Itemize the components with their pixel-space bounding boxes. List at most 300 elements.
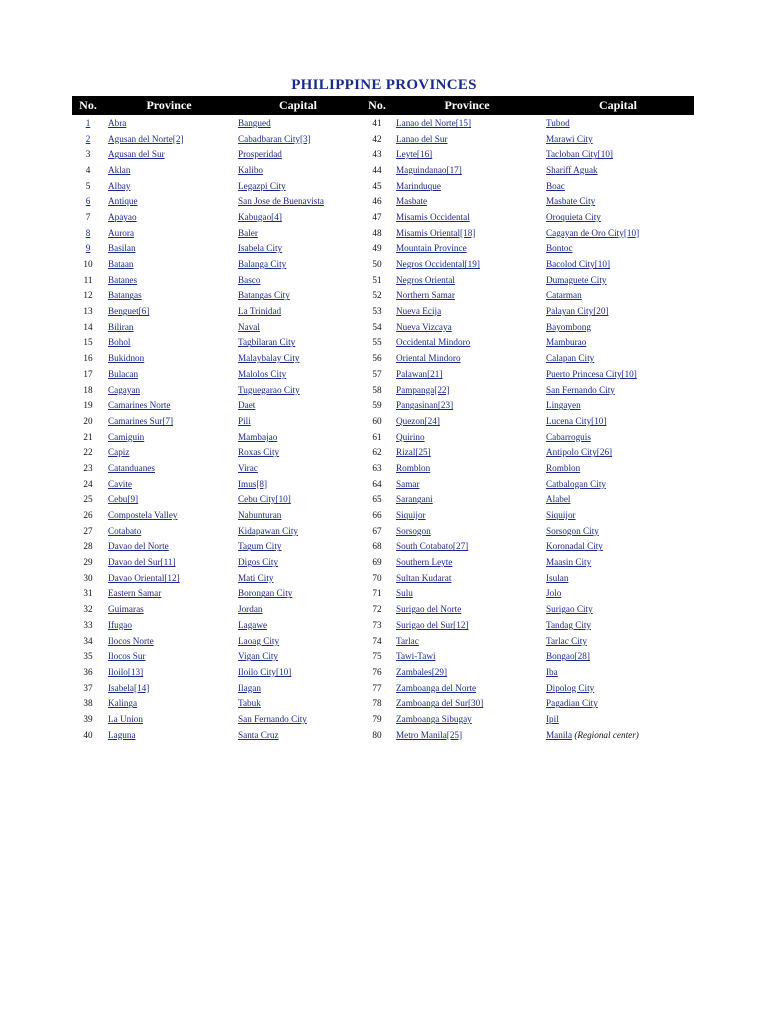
capital-left-link[interactable]: Mambajao	[238, 431, 278, 442]
capital-left-link[interactable]: Daet	[238, 400, 256, 411]
capital-left-cell	[234, 335, 362, 351]
capital-right-cell	[542, 335, 694, 351]
row-number-left: 30	[83, 572, 93, 583]
table-row	[72, 115, 694, 131]
province-right-link[interactable]: Misamis Oriental[18]	[396, 227, 476, 238]
province-left-link[interactable]: Bukidnon	[108, 353, 145, 364]
row-number-left-link[interactable]: 9	[85, 243, 91, 254]
capital-left-link[interactable]: Batangas City	[238, 290, 290, 301]
row-number-left: 31	[83, 588, 93, 599]
province-left-link[interactable]: Iloilo[13]	[108, 666, 144, 677]
row-number-right: 46	[372, 196, 382, 207]
province-right-cell	[392, 397, 542, 413]
table-row	[72, 539, 694, 555]
capital-left-link[interactable]: Lagawe	[238, 619, 268, 630]
capital-right-link[interactable]: Shariff Aguak	[546, 164, 598, 175]
capital-left-link[interactable]: Imus[8]	[238, 478, 268, 489]
capital-right-link[interactable]: Dipolog City	[546, 682, 595, 693]
capital-right-link[interactable]: Bacolod City[10]	[546, 259, 611, 270]
province-right-cell	[392, 523, 542, 539]
row-number-right: 71	[372, 588, 382, 599]
province-left-link[interactable]: Ilocos Sur	[108, 651, 146, 662]
capital-left-link[interactable]: Balanga City	[238, 259, 287, 270]
capital-left-cell	[234, 162, 362, 178]
capital-right-link[interactable]: Antipolo City[26]	[546, 447, 613, 458]
capital-right-link[interactable]: Koronadal City	[546, 541, 603, 552]
row-number-left: 23	[83, 462, 93, 473]
row-number-right: 43	[372, 149, 382, 160]
capital-left-link[interactable]: Tagbilaran City	[238, 337, 296, 348]
province-right-link[interactable]: Marinduque	[396, 180, 441, 191]
province-right-link[interactable]: Zambales[29]	[396, 666, 448, 677]
row-number-right: 47	[372, 211, 382, 222]
table-row	[72, 382, 694, 398]
row-number-left: 35	[83, 651, 93, 662]
table-row	[72, 209, 694, 225]
capital-left-link[interactable]: Roxas City	[238, 447, 280, 458]
province-right-link[interactable]: Tarlac	[396, 635, 419, 646]
capital-right-cell	[542, 476, 694, 492]
province-left-link[interactable]: Cebu[9]	[108, 494, 139, 505]
capital-right-link[interactable]: Alabel	[546, 494, 571, 505]
header-capital-right: Capital	[542, 96, 694, 115]
capital-right-link[interactable]: Surigao City	[546, 604, 593, 615]
capital-left-cell	[234, 193, 362, 209]
capital-right-cell	[542, 413, 694, 429]
capital-left-link[interactable]: Tagum City	[238, 541, 282, 552]
row-number-left: 17	[83, 368, 93, 379]
capital-right-link[interactable]: Calapan City	[546, 353, 595, 364]
row-number-right: 79	[372, 713, 382, 724]
capital-left-cell	[234, 476, 362, 492]
province-left-cell	[104, 382, 234, 398]
province-right-link[interactable]: Quezon[24]	[396, 415, 440, 426]
province-left-link[interactable]: Antique	[108, 196, 138, 207]
capital-left-link[interactable]: Kidapawan City	[238, 525, 298, 536]
province-left-cell	[104, 492, 234, 508]
province-left-link[interactable]: Agusan del Norte[2]	[108, 133, 184, 144]
capital-right-link[interactable]: Oroquieta City	[546, 211, 601, 222]
capital-right-link[interactable]: Dumaguete City	[546, 274, 607, 285]
table-row	[72, 648, 694, 664]
province-left-link[interactable]: Davao Oriental[12]	[108, 572, 180, 583]
capital-left-cell	[234, 241, 362, 257]
table-row	[72, 146, 694, 162]
province-left-link[interactable]: Bataan	[108, 259, 134, 270]
province-right-link[interactable]: Masbate	[396, 196, 428, 207]
province-left-link[interactable]: Cotabato	[108, 525, 142, 536]
province-left-link[interactable]: Kalinga	[108, 698, 138, 709]
capital-right-link[interactable]: Palayan City[20]	[546, 306, 609, 317]
province-right-link[interactable]: Pampanga[22]	[396, 384, 450, 395]
province-left-link[interactable]: Davao del Sur[11]	[108, 557, 176, 568]
capital-right-link[interactable]: San Fernando City	[546, 384, 615, 395]
capital-right-cell	[542, 241, 694, 257]
province-left-cell	[104, 633, 234, 649]
province-right-link[interactable]: Maguindanao[17]	[396, 164, 462, 175]
row-number-left: 13	[83, 306, 93, 317]
province-right-link[interactable]: Negros Occidental[19]	[396, 259, 480, 270]
province-right-link[interactable]: Romblon	[396, 462, 431, 473]
province-right-cell	[392, 272, 542, 288]
capital-left-cell	[234, 554, 362, 570]
province-right-link[interactable]: Nueva Ecija	[396, 306, 442, 317]
province-right-cell	[392, 288, 542, 304]
row-number-right: 44	[372, 164, 382, 175]
capital-left-cell	[234, 256, 362, 272]
province-left-link[interactable]: Bulacan	[108, 368, 139, 379]
province-left-link[interactable]: Batanes	[108, 274, 138, 285]
province-left-cell	[104, 539, 234, 555]
capital-left-link[interactable]: San Fernando City	[238, 713, 307, 724]
capital-right-cell	[542, 539, 694, 555]
row-number-left-link[interactable]: 6	[85, 196, 91, 207]
capital-right-link[interactable]: Mamburao	[546, 337, 587, 348]
province-right-cell	[392, 460, 542, 476]
capital-right-link[interactable]: Bayombong	[546, 321, 591, 332]
row-number-right: 61	[372, 431, 382, 442]
capital-left-link[interactable]: Iloilo City[10]	[238, 666, 292, 677]
capital-right-link[interactable]: Tubod	[546, 117, 570, 128]
province-left-cell	[104, 695, 234, 711]
province-left-link[interactable]: Batangas	[108, 290, 142, 301]
capital-right-link[interactable]: Manila	[546, 729, 573, 740]
province-right-link[interactable]: Pangasinan[23]	[396, 400, 454, 411]
table-row	[72, 492, 694, 508]
capital-left-link[interactable]: Santa Cruz	[238, 729, 279, 740]
capital-right-link[interactable]: Romblon	[546, 462, 581, 473]
row-number-right: 50	[372, 259, 382, 270]
capital-right-link[interactable]: Bongao[28]	[546, 651, 590, 662]
row-number-left: 14	[83, 321, 93, 332]
row-number-right: 60	[372, 415, 382, 426]
province-right-cell	[392, 319, 542, 335]
province-right-link[interactable]: Tawi-Tawi	[396, 651, 436, 662]
capital-right-cell	[542, 492, 694, 508]
capital-right-cell	[542, 178, 694, 194]
table-row	[72, 523, 694, 539]
province-right-link[interactable]: Zamboanga Sibugay	[396, 713, 472, 724]
row-number-left: 25	[83, 494, 93, 505]
province-right-link[interactable]: Mountain Province	[396, 243, 467, 254]
table-row	[72, 586, 694, 602]
capital-left-cell	[234, 178, 362, 194]
table-row	[72, 335, 694, 351]
row-number-left	[72, 241, 104, 257]
province-right-link[interactable]: Northern Samar	[396, 290, 455, 301]
capital-right-cell	[542, 209, 694, 225]
province-left-link[interactable]: Cagayan	[108, 384, 141, 395]
table-row	[72, 727, 694, 743]
province-right-link[interactable]: Sarangani	[396, 494, 433, 505]
capital-left-link[interactable]: Pili	[238, 415, 251, 426]
capital-left-link[interactable]: San Jose de Buenavista	[238, 196, 324, 207]
capital-left-cell	[234, 397, 362, 413]
province-right-cell	[392, 617, 542, 633]
row-number-left	[72, 131, 104, 147]
capital-left-link[interactable]: Cebu City[10]	[238, 494, 291, 505]
regional-center-note: (Regional center)	[574, 729, 639, 740]
row-number-left-link[interactable]: 2	[85, 133, 91, 144]
province-left-link[interactable]: Ifugao	[108, 619, 132, 630]
row-number-left: 34	[83, 635, 93, 646]
province-left-link[interactable]: Camiguin	[108, 431, 145, 442]
capital-left-link[interactable]: Nabunturan	[238, 510, 282, 521]
province-left-cell	[104, 444, 234, 460]
capital-left-link[interactable]: Kabugao[4]	[238, 211, 282, 222]
province-left-link[interactable]: Isabela[14]	[108, 682, 150, 693]
capital-right-link[interactable]: Pagadian City	[546, 698, 598, 709]
province-left-link[interactable]: Capiz	[108, 447, 130, 458]
capital-left-link[interactable]: Borongan City	[238, 588, 293, 599]
capital-left-link[interactable]: Jordan	[238, 604, 263, 615]
province-left-link[interactable]: Albay	[108, 180, 131, 191]
capital-right-cell	[542, 664, 694, 680]
province-right-link[interactable]: Lanao del Sur	[396, 133, 448, 144]
province-left-link[interactable]: Camarines Norte	[108, 400, 171, 411]
capital-left-cell	[234, 727, 362, 743]
province-left-link[interactable]: Bohol	[108, 337, 131, 348]
table-row	[72, 397, 694, 413]
capital-left-link[interactable]: Cabadbaran City[3]	[238, 133, 311, 144]
capital-left-link[interactable]: Malolos City	[238, 368, 287, 379]
province-left-link[interactable]: Guimaras	[108, 604, 144, 615]
header-capital-left: Capital	[234, 96, 362, 115]
row-number-left: 28	[83, 541, 93, 552]
row-number-right: 58	[372, 384, 382, 395]
capital-right-link[interactable]: Cagayan de Oro City[10]	[546, 227, 640, 238]
province-right-cell	[392, 256, 542, 272]
province-right-link[interactable]: Rizal[25]	[396, 447, 431, 458]
capital-left-link[interactable]: Naval	[238, 321, 260, 332]
capital-left-link[interactable]: Malaybalay City	[238, 353, 300, 364]
table-row	[72, 303, 694, 319]
capital-right-cell	[542, 115, 694, 131]
province-left-link[interactable]: Abra	[108, 117, 127, 128]
province-right-link[interactable]: Nueva Vizcaya	[396, 321, 452, 332]
capital-right-link[interactable]: Siquijor	[546, 510, 576, 521]
capital-right-link[interactable]: Ipil	[546, 713, 559, 724]
capital-right-link[interactable]: Maasin City	[546, 557, 592, 568]
province-left-link[interactable]: Compostela Valley	[108, 510, 178, 521]
capital-left-link[interactable]: Mati City	[238, 572, 274, 583]
province-left-cell	[104, 178, 234, 194]
province-left-link[interactable]: Aklan	[108, 164, 131, 175]
table-row	[72, 288, 694, 304]
province-right-link[interactable]: Negros Oriental	[396, 274, 455, 285]
row-number-left-link[interactable]: 1	[85, 117, 91, 128]
capital-right-link[interactable]: Masbate City	[546, 196, 596, 207]
capital-right-link[interactable]: Catbalogan City	[546, 478, 606, 489]
capital-left-cell	[234, 366, 362, 382]
capital-right-link[interactable]: Marawi City	[546, 133, 593, 144]
capital-right-cell	[542, 397, 694, 413]
capital-right-link[interactable]: Iba	[546, 666, 558, 677]
capital-left-link[interactable]: Tuguegarao City	[238, 384, 300, 395]
province-left-link[interactable]: Camarines Sur[7]	[108, 415, 174, 426]
province-right-link[interactable]: Surigao del Sur[12]	[396, 619, 469, 630]
province-left-link[interactable]: Biliran	[108, 321, 134, 332]
province-left-cell	[104, 476, 234, 492]
capital-left-link[interactable]: Digos City	[238, 557, 279, 568]
province-right-cell	[392, 366, 542, 382]
capital-right-link[interactable]: Boac	[546, 180, 565, 191]
capital-left-link[interactable]: Isabela City	[238, 243, 283, 254]
province-left-cell	[104, 460, 234, 476]
capital-right-cell	[542, 131, 694, 147]
table-row	[72, 162, 694, 178]
capital-left-link[interactable]: Baler	[238, 227, 258, 238]
province-left-link[interactable]: Basilan	[108, 243, 136, 254]
province-left-cell	[104, 554, 234, 570]
capital-left-link[interactable]: Tabuk	[238, 698, 261, 709]
province-right-link[interactable]: Sultan Kudarat	[396, 572, 452, 583]
row-number-right: 63	[372, 462, 382, 473]
provinces-table	[72, 96, 694, 743]
header-no-left: No.	[72, 96, 104, 115]
capital-right-link[interactable]: Tandag City	[546, 619, 592, 630]
capital-right-link[interactable]: Lucena City[10]	[546, 415, 607, 426]
province-right-link[interactable]: Leyte[16]	[396, 149, 433, 160]
province-right-link[interactable]: South Cotabato[27]	[396, 541, 469, 552]
capital-right-cell	[542, 695, 694, 711]
row-number-left: 37	[83, 682, 93, 693]
row-number-left: 16	[83, 353, 93, 364]
province-right-cell	[392, 711, 542, 727]
province-right-link[interactable]: Surigao del Norte	[396, 604, 462, 615]
province-right-cell	[392, 554, 542, 570]
row-number-right: 54	[372, 321, 382, 332]
province-right-cell	[392, 241, 542, 257]
province-left-cell	[104, 429, 234, 445]
row-number-left: 19	[83, 400, 93, 411]
province-left-link[interactable]: Cavite	[108, 478, 132, 489]
province-left-cell	[104, 193, 234, 209]
table-row	[72, 554, 694, 570]
capital-left-cell	[234, 664, 362, 680]
capital-left-link[interactable]: Kalibo	[238, 164, 264, 175]
province-right-link[interactable]: Siquijor	[396, 510, 426, 521]
capital-left-link[interactable]: Ilagan	[238, 682, 261, 693]
province-right-link[interactable]: Zamboanga del Sur[30]	[396, 698, 484, 709]
province-left-link[interactable]: Apayao	[108, 211, 137, 222]
province-left-cell	[104, 648, 234, 664]
province-right-link[interactable]: Zamboanga del Norte	[396, 682, 477, 693]
table-row	[72, 476, 694, 492]
capital-right-link[interactable]: Puerto Princesa City[10]	[546, 368, 637, 379]
province-right-cell	[392, 444, 542, 460]
capital-left-cell	[234, 444, 362, 460]
province-left-link[interactable]: Aurora	[108, 227, 135, 238]
capital-left-link[interactable]: Virac	[238, 462, 258, 473]
capital-right-link[interactable]: Lingayen	[546, 400, 581, 411]
capital-left-cell	[234, 539, 362, 555]
table-row	[72, 680, 694, 696]
row-number-left: 26	[83, 510, 93, 521]
capital-right-link[interactable]: Tarlac City	[546, 635, 587, 646]
row-number-left: 18	[83, 384, 93, 395]
province-right-cell	[392, 193, 542, 209]
capital-right-link[interactable]: Sorsogon City	[546, 525, 599, 536]
province-right-cell	[392, 476, 542, 492]
row-number-left: 3	[85, 149, 91, 160]
province-left-link[interactable]: Eastern Samar	[108, 588, 162, 599]
province-right-link[interactable]: Sorsogon	[396, 525, 431, 536]
province-left-cell	[104, 711, 234, 727]
row-number-right: 69	[372, 557, 382, 568]
province-right-link[interactable]: Quirino	[396, 431, 425, 442]
capital-left-cell	[234, 382, 362, 398]
row-number-right: 51	[372, 274, 382, 285]
province-left-cell	[104, 303, 234, 319]
capital-right-link[interactable]: Tacloban City[10]	[546, 149, 613, 160]
row-number-left: 33	[83, 619, 93, 630]
province-right-link[interactable]: Palawan[21]	[396, 368, 443, 379]
row-number-left-link[interactable]: 8	[85, 227, 91, 238]
table-body	[72, 115, 694, 743]
province-right-cell	[392, 492, 542, 508]
province-right-link[interactable]: Lanao del Norte[15]	[396, 117, 471, 128]
province-left-cell	[104, 131, 234, 147]
capital-left-link[interactable]: Vigan City	[238, 651, 279, 662]
province-left-link[interactable]: Laguna	[108, 729, 136, 740]
table-row	[72, 460, 694, 476]
province-left-link[interactable]: Davao del Norte	[108, 541, 169, 552]
capital-left-link[interactable]: Bangued	[238, 117, 271, 128]
province-left-cell	[104, 288, 234, 304]
province-left-link[interactable]: Catanduanes	[108, 462, 155, 473]
capital-right-link[interactable]: Bontoc	[546, 243, 573, 254]
row-number-right: 70	[372, 572, 382, 583]
province-right-link[interactable]: Misamis Occidental	[396, 211, 470, 222]
province-right-link[interactable]: Sulu	[396, 588, 413, 599]
capital-right-link[interactable]: Isulan	[546, 572, 569, 583]
row-number-left: 39	[83, 713, 93, 724]
capital-right-cell	[542, 586, 694, 602]
capital-right-link[interactable]: Jolo	[546, 588, 562, 599]
capital-left-link[interactable]: Legazpi City	[238, 180, 286, 191]
province-right-link[interactable]: Metro Manila[25]	[396, 729, 463, 740]
capital-left-cell	[234, 429, 362, 445]
row-number-left: 24	[83, 478, 93, 489]
capital-left-link[interactable]: La Trinidad	[238, 306, 282, 317]
province-left-cell	[104, 272, 234, 288]
capital-left-cell	[234, 350, 362, 366]
capital-left-link[interactable]: Basco	[238, 274, 261, 285]
row-number-left: 20	[83, 415, 93, 426]
capital-right-cell	[542, 382, 694, 398]
province-right-link[interactable]: Oriental Mindoro	[396, 353, 461, 364]
province-right-link[interactable]: Samar	[396, 478, 420, 489]
province-left-link[interactable]: La Union	[108, 713, 143, 724]
capital-left-link[interactable]: Prosperidad	[238, 149, 282, 160]
province-right-link[interactable]: Southern Leyte	[396, 557, 453, 568]
province-left-link[interactable]: Benguet[6]	[108, 306, 150, 317]
capital-left-cell	[234, 648, 362, 664]
capital-right-cell	[542, 523, 694, 539]
table-row	[72, 711, 694, 727]
province-left-link[interactable]: Ilocos Norte	[108, 635, 154, 646]
capital-left-link[interactable]: Laoag City	[238, 635, 280, 646]
province-left-link[interactable]: Agusan del Sur	[108, 149, 165, 160]
row-number-right: 68	[372, 541, 382, 552]
table-row	[72, 601, 694, 617]
capital-right-link[interactable]: Catarman	[546, 290, 582, 301]
capital-right-link[interactable]: Cabarroguis	[546, 431, 591, 442]
province-left-cell	[104, 225, 234, 241]
table-row	[72, 241, 694, 257]
province-right-link[interactable]: Occidental Mindoro	[396, 337, 471, 348]
